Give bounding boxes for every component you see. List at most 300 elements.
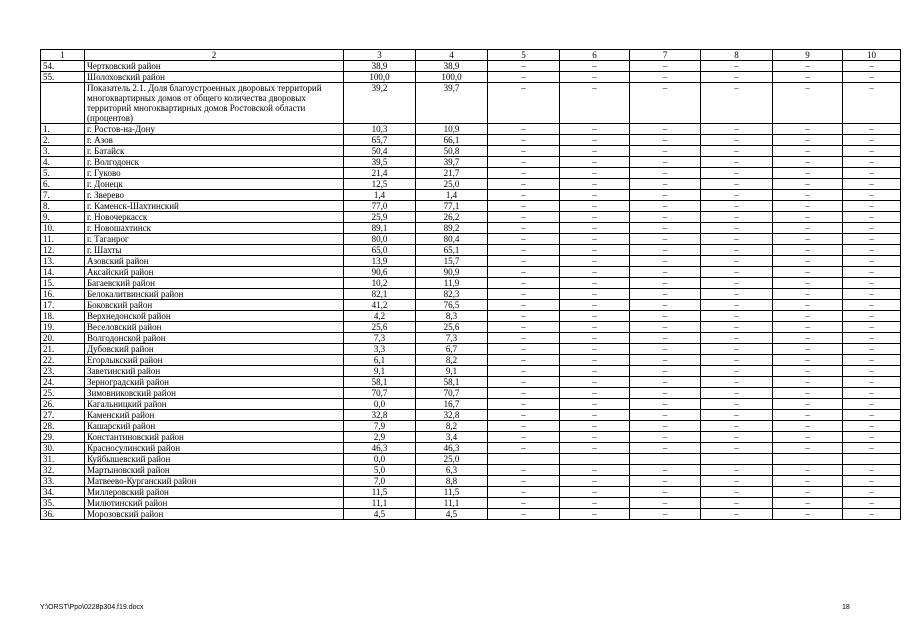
dash-cell: – bbox=[560, 179, 630, 190]
dash-cell: – bbox=[773, 157, 843, 168]
dash-cell: – bbox=[630, 223, 701, 234]
row-number: 54. bbox=[41, 61, 85, 72]
dash-cell: – bbox=[488, 432, 560, 443]
dash-cell: – bbox=[701, 234, 773, 245]
row-name: г. Зверево bbox=[85, 190, 344, 201]
footer-file-path: Y:\ORST\Ppo\0228p304.f19.docx bbox=[40, 604, 144, 611]
dash-cell: – bbox=[843, 223, 901, 234]
dash-cell: – bbox=[701, 410, 773, 421]
dash-cell: – bbox=[701, 124, 773, 135]
value-col4: 66,1 bbox=[416, 135, 488, 146]
row-number: 1. bbox=[41, 124, 85, 135]
table-row bbox=[41, 377, 901, 388]
dash-cell: – bbox=[630, 421, 701, 432]
row-name: Азовский район bbox=[85, 256, 344, 267]
row-name: Белокалитвинский район bbox=[85, 289, 344, 300]
dash-cell: – bbox=[843, 278, 901, 289]
dash-cell: – bbox=[630, 322, 701, 333]
dash-cell: – bbox=[560, 223, 630, 234]
dash-cell: – bbox=[488, 61, 560, 72]
value-col4: 32,8 bbox=[416, 410, 488, 421]
row-name: г. Донецк bbox=[85, 179, 344, 190]
dash-cell: – bbox=[488, 146, 560, 157]
header-cell: 1 bbox=[41, 50, 85, 61]
dash-cell: – bbox=[488, 355, 560, 366]
row-name: Аксайский район bbox=[85, 267, 344, 278]
dash-cell: – bbox=[843, 168, 901, 179]
row-number: 36. bbox=[41, 509, 85, 520]
dash-cell: – bbox=[843, 300, 901, 311]
row-name: Кагальницкий район bbox=[85, 399, 344, 410]
dash-cell: – bbox=[773, 83, 843, 124]
dash-cell: – bbox=[843, 83, 901, 124]
table-row bbox=[41, 168, 901, 179]
dash-cell bbox=[560, 454, 630, 465]
dash-cell: – bbox=[843, 333, 901, 344]
dash-cell: – bbox=[701, 267, 773, 278]
dash-cell: – bbox=[773, 278, 843, 289]
value-col3: 10,3 bbox=[344, 124, 416, 135]
dash-cell: – bbox=[560, 355, 630, 366]
row-name: г. Азов bbox=[85, 135, 344, 146]
dash-cell: – bbox=[701, 509, 773, 520]
dash-cell: – bbox=[630, 256, 701, 267]
dash-cell: – bbox=[630, 201, 701, 212]
row-number: 16. bbox=[41, 289, 85, 300]
row-number: 29. bbox=[41, 432, 85, 443]
dash-cell: – bbox=[843, 61, 901, 72]
row-number: 5. bbox=[41, 168, 85, 179]
dash-cell: – bbox=[630, 443, 701, 454]
dash-cell: – bbox=[560, 289, 630, 300]
dash-cell: – bbox=[488, 410, 560, 421]
dash-cell: – bbox=[488, 476, 560, 487]
dash-cell: – bbox=[488, 124, 560, 135]
value-col4: 6,3 bbox=[416, 465, 488, 476]
dash-cell: – bbox=[701, 377, 773, 388]
value-col4: 38,9 bbox=[416, 61, 488, 72]
dash-cell: – bbox=[560, 377, 630, 388]
row-name: г. Гуково bbox=[85, 168, 344, 179]
value-col4: 3,4 bbox=[416, 432, 488, 443]
dash-cell: – bbox=[630, 83, 701, 124]
row-number: 33. bbox=[41, 476, 85, 487]
dash-cell: – bbox=[488, 278, 560, 289]
row-name: Кашарский район bbox=[85, 421, 344, 432]
table-row bbox=[41, 234, 901, 245]
row-number: 26. bbox=[41, 399, 85, 410]
dash-cell: – bbox=[843, 487, 901, 498]
dash-cell bbox=[701, 454, 773, 465]
dash-cell: – bbox=[701, 498, 773, 509]
table-row bbox=[41, 366, 901, 377]
dash-cell: – bbox=[560, 61, 630, 72]
dash-cell: – bbox=[843, 289, 901, 300]
dash-cell: – bbox=[773, 300, 843, 311]
dash-cell: – bbox=[630, 355, 701, 366]
header-cell: 8 bbox=[701, 50, 773, 61]
value-col3: 50,4 bbox=[344, 146, 416, 157]
dash-cell: – bbox=[701, 432, 773, 443]
dash-cell: – bbox=[773, 377, 843, 388]
row-name: г. Новочеркасск bbox=[85, 212, 344, 223]
dash-cell: – bbox=[843, 245, 901, 256]
dash-cell: – bbox=[488, 179, 560, 190]
value-col3: 77,0 bbox=[344, 201, 416, 212]
row-name: Шолоховский район bbox=[85, 72, 344, 83]
dash-cell: – bbox=[488, 399, 560, 410]
dash-cell: – bbox=[843, 399, 901, 410]
table-row bbox=[41, 333, 901, 344]
value-col4: 16,7 bbox=[416, 399, 488, 410]
dash-cell: – bbox=[560, 83, 630, 124]
dash-cell: – bbox=[843, 498, 901, 509]
value-col4: 11,9 bbox=[416, 278, 488, 289]
dash-cell: – bbox=[488, 157, 560, 168]
dash-cell: – bbox=[630, 168, 701, 179]
value-col3: 10,2 bbox=[344, 278, 416, 289]
dash-cell: – bbox=[560, 399, 630, 410]
dash-cell: – bbox=[701, 443, 773, 454]
dash-cell: – bbox=[560, 234, 630, 245]
dash-cell: – bbox=[488, 333, 560, 344]
dash-cell: – bbox=[560, 300, 630, 311]
row-number: 19. bbox=[41, 322, 85, 333]
dash-cell: – bbox=[773, 465, 843, 476]
table-row bbox=[41, 498, 901, 509]
dash-cell: – bbox=[773, 443, 843, 454]
dash-cell: – bbox=[773, 487, 843, 498]
dash-cell bbox=[773, 454, 843, 465]
value-col4: 89,2 bbox=[416, 223, 488, 234]
dash-cell: – bbox=[560, 476, 630, 487]
dash-cell: – bbox=[701, 201, 773, 212]
row-number: 28. bbox=[41, 421, 85, 432]
row-number: 8. bbox=[41, 201, 85, 212]
value-col4: 39,7 bbox=[416, 83, 488, 124]
value-col4: 100,0 bbox=[416, 72, 488, 83]
dash-cell: – bbox=[701, 333, 773, 344]
value-col3: 39,2 bbox=[344, 83, 416, 124]
dash-cell: – bbox=[560, 443, 630, 454]
dash-cell: – bbox=[701, 61, 773, 72]
row-number: 15. bbox=[41, 278, 85, 289]
header-cell: 3 bbox=[344, 50, 416, 61]
value-col3: 1,4 bbox=[344, 190, 416, 201]
dash-cell: – bbox=[560, 157, 630, 168]
dash-cell: – bbox=[773, 421, 843, 432]
dash-cell: – bbox=[773, 432, 843, 443]
value-col3: 7,9 bbox=[344, 421, 416, 432]
dash-cell: – bbox=[701, 245, 773, 256]
dash-cell: – bbox=[560, 72, 630, 83]
dash-cell: – bbox=[773, 399, 843, 410]
dash-cell: – bbox=[488, 190, 560, 201]
dash-cell: – bbox=[630, 388, 701, 399]
header-cell: 4 bbox=[416, 50, 488, 61]
dash-cell: – bbox=[773, 311, 843, 322]
dash-cell: – bbox=[843, 124, 901, 135]
dash-cell: – bbox=[488, 83, 560, 124]
value-col3: 0,0 bbox=[344, 399, 416, 410]
dash-cell: – bbox=[630, 157, 701, 168]
row-name: г. Ростов-на-Дону bbox=[85, 124, 344, 135]
dash-cell: – bbox=[488, 377, 560, 388]
dash-cell: – bbox=[560, 146, 630, 157]
value-col3: 82,1 bbox=[344, 289, 416, 300]
value-col4: 8,8 bbox=[416, 476, 488, 487]
dash-cell: – bbox=[560, 322, 630, 333]
dash-cell: – bbox=[488, 509, 560, 520]
table-row bbox=[41, 72, 901, 83]
table-row bbox=[41, 410, 901, 421]
table-row bbox=[41, 300, 901, 311]
dash-cell: – bbox=[701, 366, 773, 377]
row-number: 21. bbox=[41, 344, 85, 355]
dash-cell: – bbox=[843, 344, 901, 355]
dash-cell: – bbox=[630, 245, 701, 256]
row-number: 32. bbox=[41, 465, 85, 476]
row-name: Каменский район bbox=[85, 410, 344, 421]
dash-cell: – bbox=[630, 300, 701, 311]
row-number: 23. bbox=[41, 366, 85, 377]
table-row bbox=[41, 509, 901, 520]
value-col3: 7,3 bbox=[344, 333, 416, 344]
dash-cell: – bbox=[701, 179, 773, 190]
value-col3: 21,4 bbox=[344, 168, 416, 179]
dash-cell: – bbox=[488, 245, 560, 256]
row-name: Боковский район bbox=[85, 300, 344, 311]
table-row bbox=[41, 201, 901, 212]
dash-cell: – bbox=[630, 366, 701, 377]
row-name: Миллеровский район bbox=[85, 487, 344, 498]
dash-cell: – bbox=[488, 256, 560, 267]
value-col4: 6,7 bbox=[416, 344, 488, 355]
value-col3: 2,9 bbox=[344, 432, 416, 443]
dash-cell: – bbox=[773, 72, 843, 83]
dash-cell: – bbox=[630, 476, 701, 487]
table-row bbox=[41, 344, 901, 355]
dash-cell: – bbox=[701, 399, 773, 410]
row-number: 6. bbox=[41, 179, 85, 190]
dash-cell: – bbox=[488, 487, 560, 498]
dash-cell: – bbox=[773, 256, 843, 267]
row-number: 9. bbox=[41, 212, 85, 223]
dash-cell: – bbox=[773, 61, 843, 72]
table-row bbox=[41, 289, 901, 300]
value-col4: 4,5 bbox=[416, 509, 488, 520]
row-number: 27. bbox=[41, 410, 85, 421]
dash-cell: – bbox=[843, 201, 901, 212]
dash-cell: – bbox=[560, 487, 630, 498]
table-row bbox=[41, 443, 901, 454]
row-name: Зимовниковский район bbox=[85, 388, 344, 399]
dash-cell: – bbox=[560, 509, 630, 520]
dash-cell: – bbox=[773, 179, 843, 190]
dash-cell: – bbox=[560, 366, 630, 377]
dash-cell: – bbox=[488, 267, 560, 278]
dash-cell: – bbox=[630, 410, 701, 421]
table-row bbox=[41, 61, 901, 72]
row-number: 17. bbox=[41, 300, 85, 311]
value-col3: 65,7 bbox=[344, 135, 416, 146]
dash-cell: – bbox=[701, 388, 773, 399]
dash-cell: – bbox=[843, 443, 901, 454]
dash-cell: – bbox=[773, 344, 843, 355]
header-cell: 2 bbox=[85, 50, 344, 61]
dash-cell: – bbox=[560, 421, 630, 432]
table-row bbox=[41, 190, 901, 201]
dash-cell: – bbox=[701, 300, 773, 311]
dash-cell: – bbox=[560, 311, 630, 322]
dash-cell: – bbox=[843, 322, 901, 333]
dash-cell: – bbox=[488, 311, 560, 322]
row-name: Чертковский район bbox=[85, 61, 344, 72]
row-number: 10. bbox=[41, 223, 85, 234]
row-name: Куйбышевский район bbox=[85, 454, 344, 465]
dash-cell: – bbox=[773, 333, 843, 344]
dash-cell: – bbox=[488, 300, 560, 311]
dash-cell: – bbox=[630, 509, 701, 520]
row-number: 18. bbox=[41, 311, 85, 322]
table-row bbox=[41, 487, 901, 498]
dash-cell: – bbox=[773, 509, 843, 520]
dash-cell: – bbox=[560, 278, 630, 289]
dash-cell: – bbox=[630, 135, 701, 146]
dash-cell: – bbox=[488, 212, 560, 223]
dash-cell: – bbox=[488, 168, 560, 179]
row-number: 35. bbox=[41, 498, 85, 509]
dash-cell: – bbox=[560, 190, 630, 201]
dash-cell: – bbox=[773, 190, 843, 201]
dash-cell: – bbox=[701, 487, 773, 498]
dash-cell: – bbox=[773, 410, 843, 421]
value-col4: 11,5 bbox=[416, 487, 488, 498]
dash-cell: – bbox=[560, 465, 630, 476]
table-row bbox=[41, 311, 901, 322]
dash-cell: – bbox=[773, 124, 843, 135]
dash-cell: – bbox=[630, 487, 701, 498]
table-row bbox=[41, 223, 901, 234]
value-col3: 4,5 bbox=[344, 509, 416, 520]
value-col4: 8,2 bbox=[416, 421, 488, 432]
data-table bbox=[40, 49, 901, 520]
dash-cell: – bbox=[773, 168, 843, 179]
dash-cell: – bbox=[843, 190, 901, 201]
value-col3: 89,1 bbox=[344, 223, 416, 234]
row-name: Волгодонской район bbox=[85, 333, 344, 344]
row-number: 2. bbox=[41, 135, 85, 146]
row-number: 25. bbox=[41, 388, 85, 399]
dash-cell bbox=[630, 454, 701, 465]
row-name: Дубовский район bbox=[85, 344, 344, 355]
value-col3: 25,6 bbox=[344, 322, 416, 333]
dash-cell: – bbox=[630, 465, 701, 476]
value-col4: 8,3 bbox=[416, 311, 488, 322]
value-col3: 6,1 bbox=[344, 355, 416, 366]
value-col4: 58,1 bbox=[416, 377, 488, 388]
value-col4: 76,5 bbox=[416, 300, 488, 311]
dash-cell: – bbox=[630, 146, 701, 157]
value-col3: 5,0 bbox=[344, 465, 416, 476]
dash-cell: – bbox=[843, 157, 901, 168]
value-col3: 0,0 bbox=[344, 454, 416, 465]
dash-cell: – bbox=[488, 443, 560, 454]
dash-cell: – bbox=[630, 344, 701, 355]
page-number: 18 bbox=[842, 604, 850, 611]
dash-cell: – bbox=[560, 168, 630, 179]
value-col4: 90,9 bbox=[416, 267, 488, 278]
dash-cell: – bbox=[701, 278, 773, 289]
dash-cell: – bbox=[488, 465, 560, 476]
dash-cell: – bbox=[773, 223, 843, 234]
table-row bbox=[41, 256, 901, 267]
dash-cell: – bbox=[630, 267, 701, 278]
dash-cell: – bbox=[488, 498, 560, 509]
dash-cell: – bbox=[773, 289, 843, 300]
row-name: Веселовский район bbox=[85, 322, 344, 333]
dash-cell: – bbox=[630, 333, 701, 344]
dash-cell: – bbox=[560, 212, 630, 223]
row-name: Багаевский район bbox=[85, 278, 344, 289]
dash-cell: – bbox=[560, 267, 630, 278]
dash-cell: – bbox=[843, 135, 901, 146]
header-cell: 7 bbox=[630, 50, 701, 61]
value-col4: 11,1 bbox=[416, 498, 488, 509]
dash-cell: – bbox=[843, 465, 901, 476]
row-number: 34. bbox=[41, 487, 85, 498]
dash-cell: – bbox=[773, 267, 843, 278]
dash-cell: – bbox=[843, 432, 901, 443]
dash-cell: – bbox=[701, 83, 773, 124]
value-col3: 58,1 bbox=[344, 377, 416, 388]
row-name: г. Волгодонск bbox=[85, 157, 344, 168]
dash-cell: – bbox=[488, 72, 560, 83]
dash-cell: – bbox=[630, 190, 701, 201]
table-row bbox=[41, 399, 901, 410]
row-name: Матвеево-Курганский район bbox=[85, 476, 344, 487]
dash-cell: – bbox=[701, 146, 773, 157]
header-row bbox=[41, 50, 901, 61]
table-row bbox=[41, 388, 901, 399]
table-row bbox=[41, 179, 901, 190]
dash-cell: – bbox=[630, 179, 701, 190]
dash-cell: – bbox=[701, 256, 773, 267]
row-name: г. Таганрог bbox=[85, 234, 344, 245]
value-col3: 7,0 bbox=[344, 476, 416, 487]
dash-cell: – bbox=[630, 377, 701, 388]
value-col4: 7,3 bbox=[416, 333, 488, 344]
value-col3: 90,6 bbox=[344, 267, 416, 278]
value-col4: 26,2 bbox=[416, 212, 488, 223]
dash-cell: – bbox=[843, 366, 901, 377]
dash-cell: – bbox=[630, 399, 701, 410]
dash-cell: – bbox=[701, 223, 773, 234]
dash-cell: – bbox=[843, 146, 901, 157]
table-row bbox=[41, 465, 901, 476]
row-number: 4. bbox=[41, 157, 85, 168]
value-col4: 46,3 bbox=[416, 443, 488, 454]
table-row bbox=[41, 322, 901, 333]
row-number: 20. bbox=[41, 333, 85, 344]
value-col3: 9,1 bbox=[344, 366, 416, 377]
dash-cell: – bbox=[560, 256, 630, 267]
row-name: Верхнедонской район bbox=[85, 311, 344, 322]
value-col3: 13,9 bbox=[344, 256, 416, 267]
row-name: г. Новошахтинск bbox=[85, 223, 344, 234]
dash-cell: – bbox=[560, 201, 630, 212]
dash-cell: – bbox=[843, 179, 901, 190]
